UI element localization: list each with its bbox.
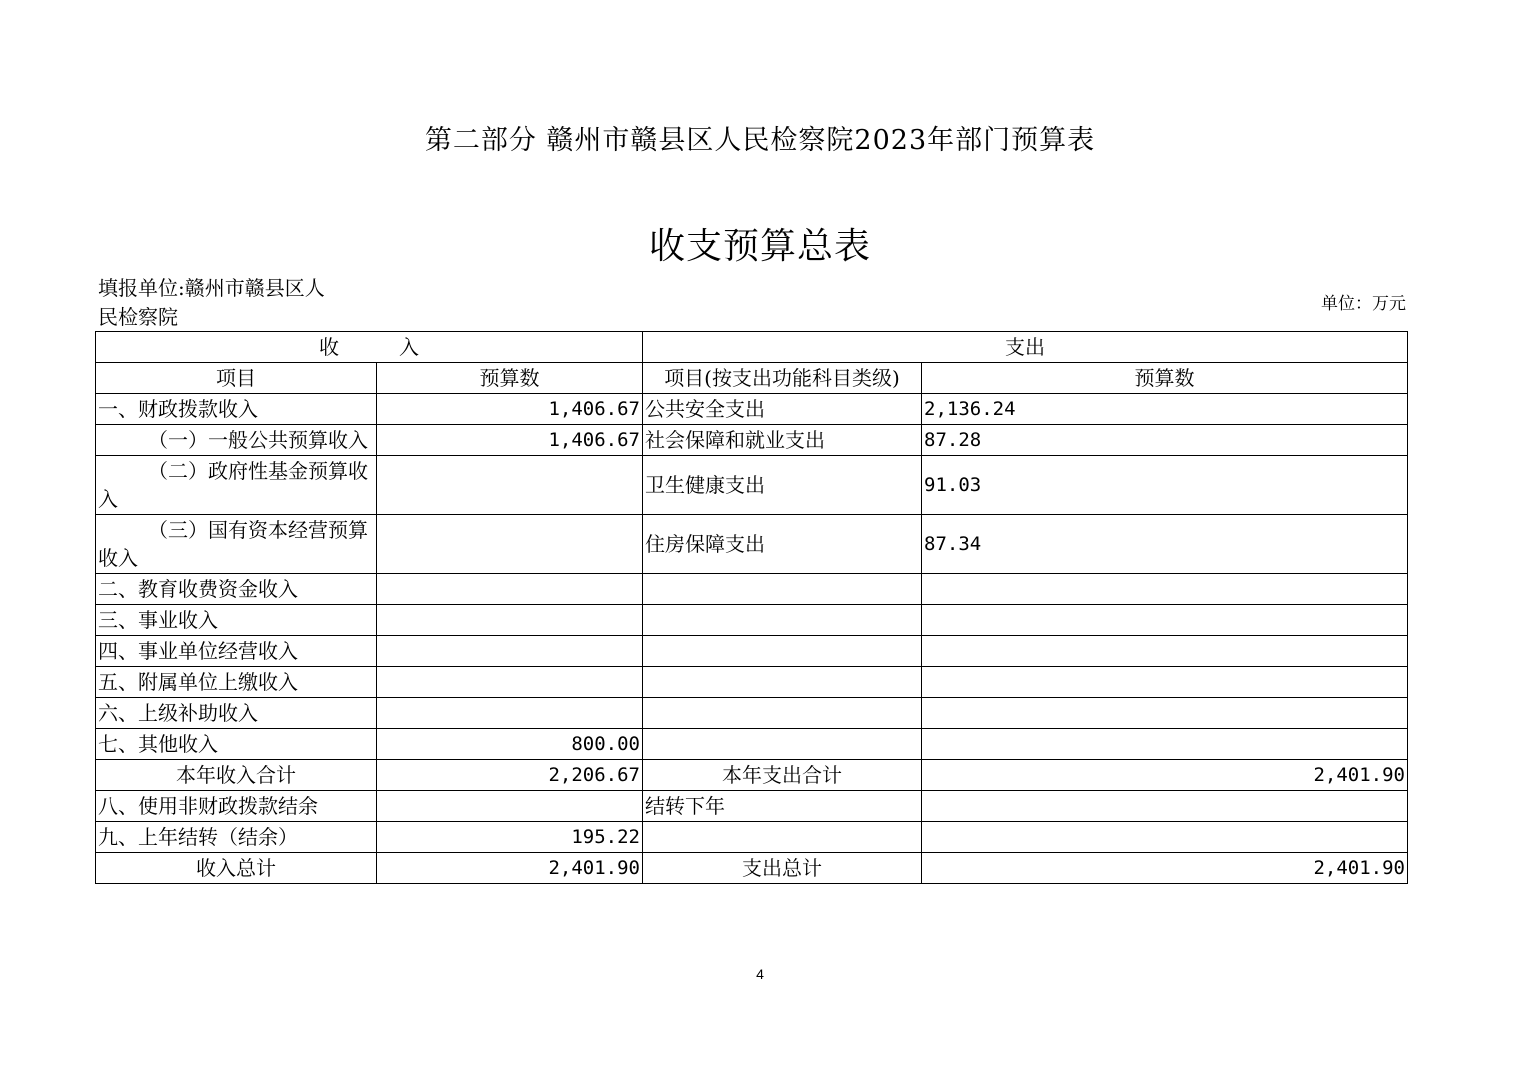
income-item-cell: 六、上级补助收入	[96, 698, 377, 729]
table-row	[96, 394, 1408, 425]
table-row	[96, 729, 1408, 760]
income-item-cell: 一、财政拨款收入	[96, 394, 377, 425]
col-header-income-item: 项目	[96, 363, 377, 394]
unit-label: 单位：万元	[1321, 294, 1406, 314]
expense-item-cell	[643, 822, 922, 853]
table-row	[96, 456, 1408, 515]
income-item-cell: 五、附属单位上缴收入	[96, 667, 377, 698]
col-header-income-amount: 预算数	[377, 363, 643, 394]
income-item-cell: （三）国有资本经营预算收入	[96, 515, 377, 574]
expense-amount-cell: 2,136.24	[922, 394, 1408, 425]
col-header-expense-amount: 预算数	[922, 363, 1408, 394]
page-number: 4	[756, 966, 764, 982]
expense-amount-cell	[922, 698, 1408, 729]
budget-summary-table	[95, 331, 1408, 884]
table-row	[96, 636, 1408, 667]
income-total-label: 收入总计	[96, 853, 377, 884]
income-item-cell: （二）政府性基金预算收入	[96, 456, 377, 515]
expense-item-cell: 卫生健康支出	[643, 456, 922, 515]
expense-amount-cell	[922, 636, 1408, 667]
expense-item-cell	[643, 574, 922, 605]
income-amount-cell	[377, 791, 643, 822]
income-subtotal-label: 本年收入合计	[96, 760, 377, 791]
expense-amount-cell	[922, 791, 1408, 822]
expense-amount-cell: 87.34	[922, 515, 1408, 574]
income-amount-cell	[377, 515, 643, 574]
table-row	[96, 791, 1408, 822]
income-amount-cell	[377, 698, 643, 729]
table-row	[96, 515, 1408, 574]
expense-subtotal-label: 本年支出合计	[643, 760, 922, 791]
table-row	[96, 425, 1408, 456]
income-item-cell: （一）一般公共预算收入	[96, 425, 377, 456]
part-title: 第二部分 赣州市赣县区人民检察院2023年部门预算表	[424, 125, 1096, 156]
income-item-cell: 四、事业单位经营收入	[96, 636, 377, 667]
expense-item-cell	[643, 667, 922, 698]
income-item-cell: 三、事业收入	[96, 605, 377, 636]
table-row	[96, 574, 1408, 605]
table-row	[96, 822, 1408, 853]
expense-item-cell: 公共安全支出	[643, 394, 922, 425]
expense-amount-cell	[922, 729, 1408, 760]
expense-amount-cell: 91.03	[922, 456, 1408, 515]
expense-item-cell	[643, 698, 922, 729]
table-row	[96, 698, 1408, 729]
expense-item-cell: 结转下年	[643, 791, 922, 822]
expense-amount-cell	[922, 574, 1408, 605]
income-subtotal-amount: 2,206.67	[377, 760, 643, 791]
expense-item-cell	[643, 729, 922, 760]
expense-amount-cell	[922, 822, 1408, 853]
table-title: 收支预算总表	[648, 226, 871, 267]
expense-amount-cell: 87.28	[922, 425, 1408, 456]
expense-item-cell: 社会保障和就业支出	[643, 425, 922, 456]
income-amount-cell: 1,406.67	[377, 425, 643, 456]
expense-amount-cell	[922, 605, 1408, 636]
income-amount-cell: 1,406.67	[377, 394, 643, 425]
expense-item-cell	[643, 636, 922, 667]
income-item-cell: 七、其他收入	[96, 729, 377, 760]
table-row	[96, 605, 1408, 636]
income-item-cell: 八、使用非财政拨款结余	[96, 791, 377, 822]
expense-subtotal-amount: 2,401.90	[922, 760, 1408, 791]
income-item-cell: 二、教育收费资金收入	[96, 574, 377, 605]
table-row	[96, 667, 1408, 698]
column-header-row	[96, 363, 1408, 394]
expense-amount-cell	[922, 667, 1408, 698]
income-item-cell: 九、上年结转（结余）	[96, 822, 377, 853]
expense-item-cell	[643, 605, 922, 636]
income-amount-cell	[377, 574, 643, 605]
income-amount-cell	[377, 667, 643, 698]
expense-total-label: 支出总计	[643, 853, 922, 884]
income-total-amount: 2,401.90	[377, 853, 643, 884]
subtotal-row	[96, 760, 1408, 791]
col-header-expense-item: 项目(按支出功能科目类级)	[643, 363, 922, 394]
income-group-header: 收 入	[96, 332, 643, 363]
expense-total-amount: 2,401.90	[922, 853, 1408, 884]
income-amount-cell	[377, 605, 643, 636]
income-amount-cell: 195.22	[377, 822, 643, 853]
filler-unit-label: 填报单位:赣州市赣县区人民检察院	[98, 276, 325, 329]
total-row	[96, 853, 1408, 884]
group-header-row	[96, 332, 1408, 363]
income-amount-cell	[377, 636, 643, 667]
income-amount-cell: 800.00	[377, 729, 643, 760]
expense-group-header: 支出	[643, 332, 1408, 363]
income-amount-cell	[377, 456, 643, 515]
expense-item-cell: 住房保障支出	[643, 515, 922, 574]
